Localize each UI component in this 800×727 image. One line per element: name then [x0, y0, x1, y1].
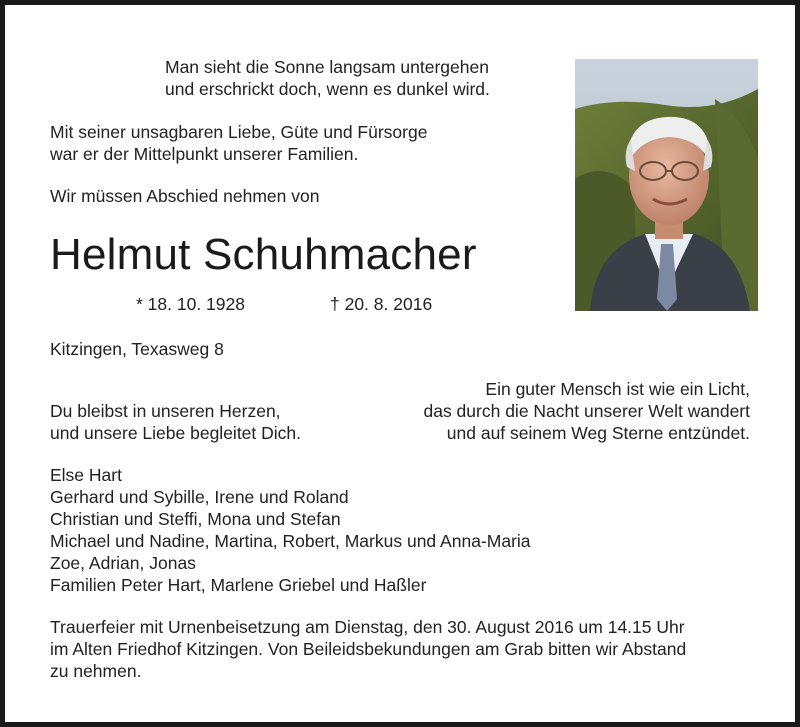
right-quote-line-3: und auf seinem Weg Sterne entzündet. [446, 423, 750, 443]
funeral-info-line-1: Trauerfeier mit Urnenbeisetzung am Dienstag, den 30. August 2016 um 14.15 Uhr [50, 617, 685, 637]
deceased-name: Helmut Schuhmacher [50, 230, 477, 279]
funeral-info-line-3: zu nehmen. [50, 661, 142, 681]
intro-line-1: Mit seiner unsagbaren Liebe, Güte und Fürsorge [50, 122, 428, 142]
mourner-line: Gerhard und Sybille, Irene und Roland [50, 487, 349, 507]
funeral-info-line-2: im Alten Friedhof Kitzingen. Von Beileidsbekundungen am Grab bitten wir Abstand [50, 639, 687, 659]
mourner-line: Michael und Nadine, Martina, Robert, Markus und Anna-Maria [50, 531, 531, 551]
mourner-line: Else Hart [50, 465, 122, 485]
right-quote-line-1: Ein guter Mensch ist wie ein Licht, [485, 379, 750, 399]
left-quote-line-1: Du bleibst in unseren Herzen, [50, 401, 281, 421]
intro-line-2: war er der Mittelpunkt unserer Familien. [50, 144, 359, 164]
right-quote-line-2: das durch die Nacht unserer Welt wandert [423, 401, 750, 421]
farewell-text: Wir müssen Abschied nehmen von [50, 186, 320, 206]
left-quote-line-2: und unsere Liebe begleitet Dich. [50, 423, 302, 443]
mourner-line: Zoe, Adrian, Jonas [50, 553, 196, 573]
address: Kitzingen, Texasweg 8 [50, 339, 224, 359]
poem-line-1: Man sieht die Sonne langsam untergehen [165, 57, 489, 77]
birth-date: * 18. 10. 1928 [136, 294, 245, 314]
mourner-line: Familien Peter Hart, Marlene Griebel und Haßler [50, 575, 427, 595]
death-date: † 20. 8. 2016 [330, 294, 433, 314]
mourner-line: Christian und Steffi, Mona und Stefan [50, 509, 341, 529]
poem-line-2: und erschrickt doch, wenn es dunkel wird. [165, 79, 490, 99]
portrait-photo [575, 59, 758, 311]
